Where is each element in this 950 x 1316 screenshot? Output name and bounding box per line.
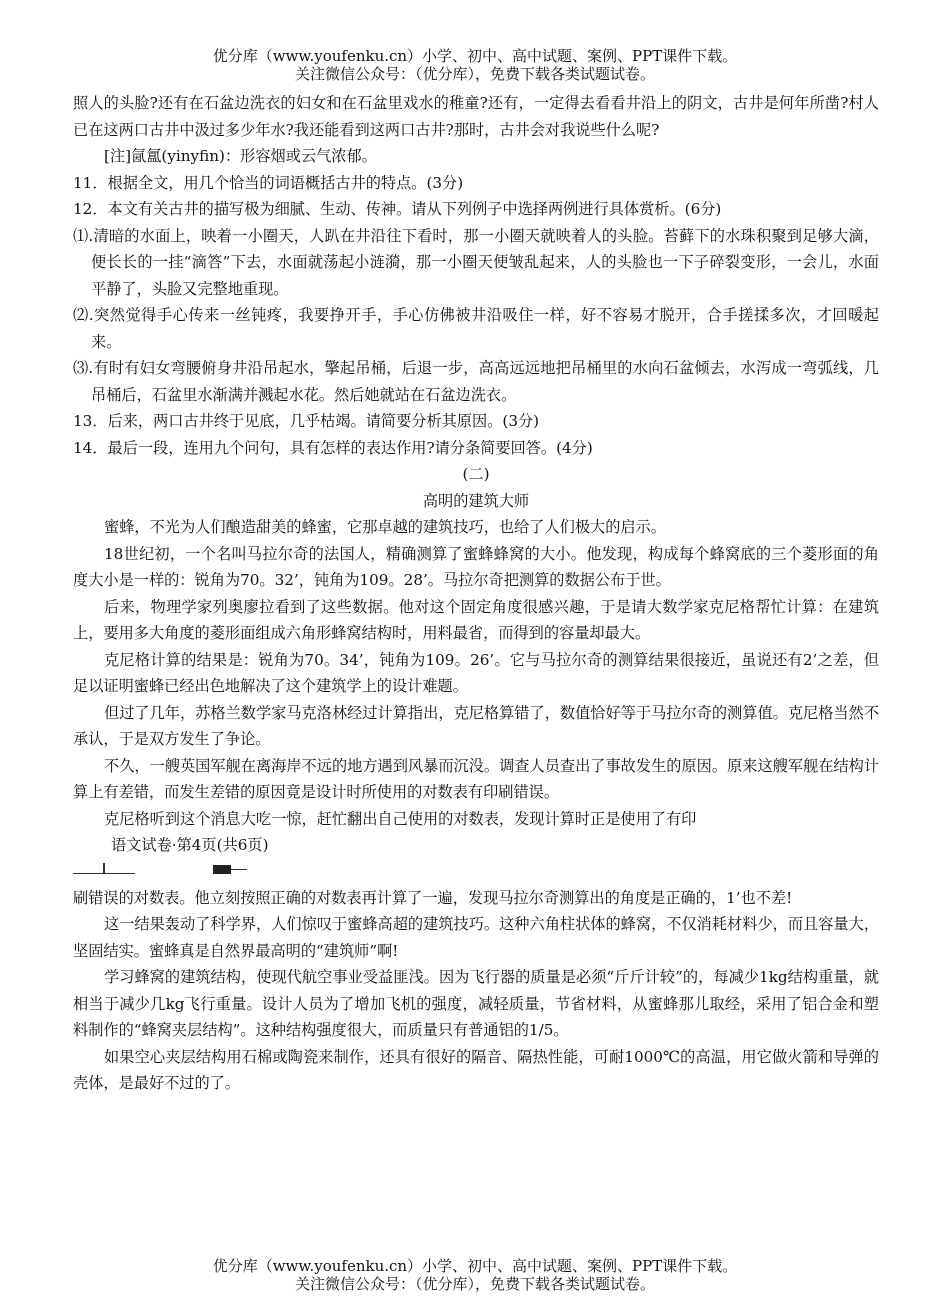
header-line-2: 关注微信公众号：（优分库），免费下载各类试题试卷。: [294, 65, 655, 83]
article-paragraph: 不久，一艘英国军舰在离海岸不远的地方遇到风暴而沉没。调查人员查出了事故发生的原因。原来这艘军舰在结构计算上有差错，而发生差错的原因竟是设计时所使用的对数表有印刷错误。: [73, 756, 879, 801]
question-14: 14．最后一段，连用九个问句，具有怎样的表达作用?请分条简要回答。(4分): [73, 438, 593, 457]
article-paragraph: 克尼格听到这个消息大吃一惊，赶忙翻出自己使用的对数表，发现计算时正是使用了有印: [104, 809, 697, 828]
paragraph-continued: 照人的头脸?还有在石盆边洗衣的妇女和在石盆里戏水的稚童?还有，一定得去看看井沿上的阴文，古井是何年所凿?村人已在这两口古井中汲过多少年水?我还能看到这两口古井?那时，古井会对我说些什么呢?: [73, 94, 879, 139]
article-paragraph: 克尼格计算的结果是：锐角为70。34’，钝角为109。26’。它与马拉尔奇的测算结果很接近，虽说还有2’之差，但足以证明蜜蜂已经出色地解决了这个建筑学上的设计难题。: [73, 650, 879, 695]
page-break-tick: [103, 863, 105, 873]
article-paragraph: 这一结果轰动了科学界，人们惊叹于蜜蜂高超的建筑技巧。这种六角柱状体的蜂窝，不仅消耗材料少，而且容量大，坚固结实。蜜蜂真是自然界最高明的“建筑师”啊!: [73, 915, 879, 960]
article-paragraph: 学习蜂窝的建筑结构，使现代航空事业受益匪浅。因为飞行器的质量是必须“斤斤计较”的，每减少1kg结构重量，就相当于减少几kg飞行重量。设计人员为了增加飞机的强度，减轻质量，节省材料，从蜜蜂那儿取经，采用了铝合金和塑料制作的“蜂窝夹层结构”。这种结构强度很大，而质量只有普通铝的1/5。: [73, 968, 879, 1039]
footer-line-2: 关注微信公众号：（优分库），免费下载各类试题试卷。: [294, 1275, 655, 1293]
page-number-footer: 语文试卷·第4页(共6页): [111, 836, 269, 854]
document-body: [73, 90, 879, 1097]
question-12: 12．本文有关古井的描写极为细腻、生动、传神。请从下列例子中选择两例进行具体赏析。(6分): [73, 200, 722, 218]
article-paragraph: 蜜蜂，不光为人们酿造甜美的蜂蜜，它那卓越的建筑技巧，也给了人们极大的启示。: [104, 518, 666, 536]
footer-line-1: 优分库（www.youfenku.cn）小学、初中、高中试题、案例、PPT课件下载。: [212, 1257, 738, 1275]
page-break-rule: [73, 873, 135, 874]
annotation-note: [注]氤氲(yinyfin)：形容烟或云气浓郁。: [104, 147, 377, 165]
article-title: 高明的建筑大师: [422, 491, 530, 510]
section-number: (二): [462, 465, 490, 483]
article-paragraph-continued: 刷错误的对数表。他立刻按照正确的对数表再计算了一遍，发现马拉尔奇测算出的角度是正确的，1’也不差!: [73, 888, 793, 907]
page-break-dash: [231, 869, 247, 870]
article-paragraph: 18世纪初，一个名叫马拉尔奇的法国人，精确测算了蜜蜂蜂窝的大小。他发现，构成每个蜂窝底的三个菱形面的角度大小是一样的：锐角为70。32’，钝角为109。28’。马拉尔奇把测算的数据公布于世。: [73, 544, 879, 589]
article-paragraph: 但过了几年，苏格兰数学家马克洛林经过计算指出，克尼格算错了，数值恰好等于马拉尔奇的测算值。克尼格当然不承认，于是双方发生了争论。: [73, 703, 879, 748]
header-line-1: 优分库（www.youfenku.cn）小学、初中、高中试题、案例、PPT课件下载。: [212, 47, 738, 65]
example-3: ⑶.有时有妇女弯腰俯身井沿吊起水，擎起吊桶，后退一步，高高远远地把吊桶里的水向石盆倾去，水泻成一弯弧线，几吊桶后，石盆里水渐满并溅起水花。然后她就站在石盆边洗衣。: [73, 359, 879, 404]
page-break-marks: [73, 859, 879, 885]
watermark-header: [0, 47, 950, 83]
example-2: ⑵.突然觉得手心传来一丝钝疼，我要挣开手，手心仿佛被井沿吸住一样，好不容易才脱开，合手搓揉多次，才回暖起来。: [73, 306, 879, 351]
article-paragraph: 后来，物理学家列奥廖拉看到了这些数据。他对这个固定角度很感兴趣，于是请大数学家克尼格帮忙计算：在建筑上，要用多大角度的菱形面组成六角形蜂窝结构时，用料最省，而得到的容量却最大。: [73, 597, 879, 642]
question-11: 11．根据全文，用几个恰当的词语概括古井的特点。(3分): [73, 173, 464, 192]
question-13: 13．后来，两口古井终于见底，几乎枯竭。请简要分析其原因。(3分): [73, 412, 540, 430]
example-1: ⑴.清暗的水面上，映着一小圈天，人趴在井沿往下看时，那一小圈天就映着人的头脸。苔藓下的水珠积聚到足够大滴，便长长的一挂“滴答”下去，水面就荡起小涟漪，那一小圈天便皱乱起来，人的头脸也一下子碎裂变形，一会儿，水面平静了，头脸又完整地重现。: [73, 226, 879, 298]
page-break-block: [213, 865, 231, 874]
article-paragraph: 如果空心夹层结构用石棉或陶瓷来制作，还具有很好的隔音、隔热性能，可耐1000℃的高温，用它做火箭和导弹的壳体，是最好不过的了。: [73, 1047, 879, 1092]
watermark-footer: [0, 1257, 950, 1293]
